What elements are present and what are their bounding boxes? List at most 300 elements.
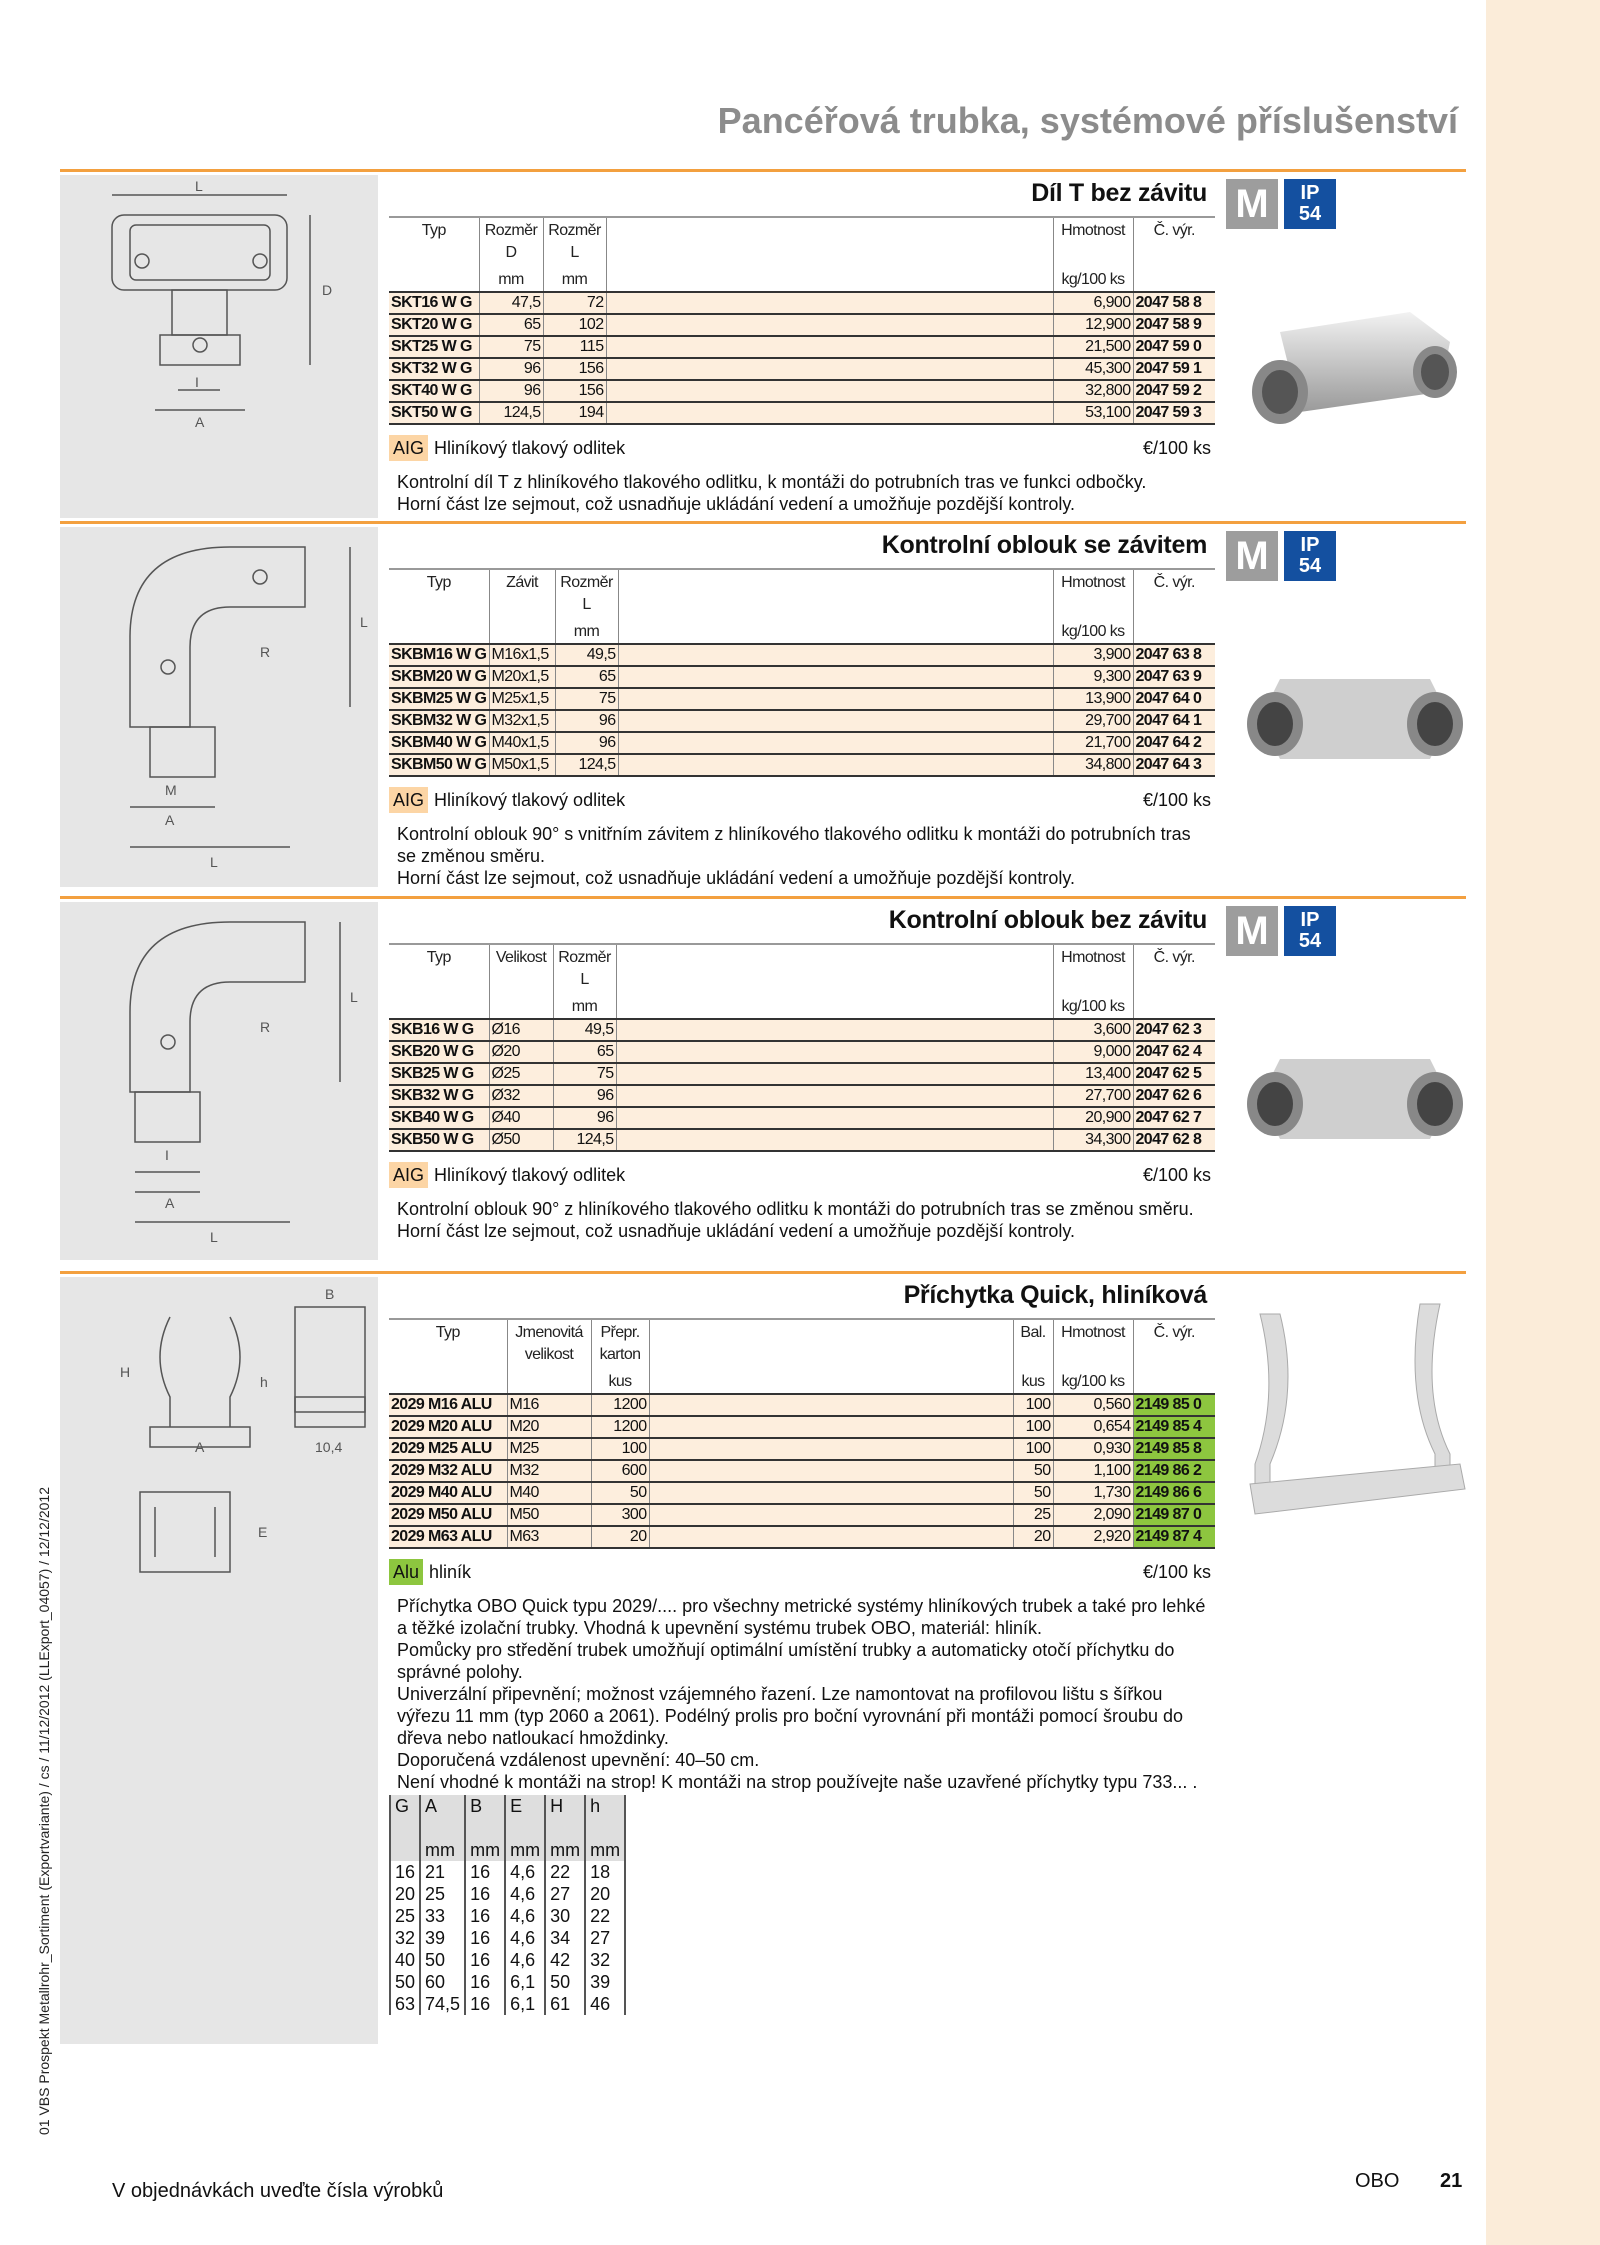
product-type: 2029 M40 ALU [389,1482,507,1504]
product-type: SKT25 W G [389,336,479,358]
dim-row [390,1993,625,2015]
cell: Ø20 [489,1041,553,1063]
material [389,438,625,459]
dim-unit: mm [465,1839,505,1861]
column-header: Velikost [489,944,553,994]
price-unit: €/100 ks [1142,1164,1211,1185]
cell [616,1085,1053,1107]
technical-drawing [60,902,378,1260]
product-type: 2029 M16 ALU [389,1394,507,1416]
cell [606,314,1053,336]
dim-cell: 25 [390,1905,420,1927]
product-type: SKB25 W G [389,1063,489,1085]
cell: 102 [543,314,606,336]
svg-text:10,4: 10,4 [315,1439,343,1455]
cell [649,1526,1013,1548]
cell: 9,000 [1053,1041,1133,1063]
material [389,790,625,811]
cell [616,1019,1053,1041]
column-header: Typ [389,1319,507,1369]
svg-text:L: L [210,854,218,870]
dim-row [390,1861,625,1883]
table-row [389,754,1215,776]
section-title: Kontrolní oblouk bez závitu [888,906,1207,934]
cell: 0,654 [1053,1416,1133,1438]
cell [606,358,1053,380]
cell [616,1129,1053,1151]
article-number: 2149 87 4 [1133,1526,1215,1548]
cell [649,1482,1013,1504]
table-row [389,380,1215,402]
product-type: SKT40 W G [389,380,479,402]
dim-header: h [585,1795,625,1839]
description-paragraph: Horní část lze sejmout, což usnadňuje ukládání vedení a umožňuje pozdější kontroly. [397,494,1076,514]
column-unit: mm [553,994,616,1019]
cell: 1,730 [1053,1482,1133,1504]
column-header: Č. výr. [1133,944,1215,994]
description-paragraph: Pomůcky pro středění trubek umožňují optimální umístění trubky a automaticky otočí příchytku do správné polohy. [397,1640,1175,1682]
description-paragraph: Horní část lze sejmout, což usnadňuje ukládání vedení a umožňuje pozdější kontroly. [397,1221,1076,1241]
column-unit [618,619,1053,644]
table-row [389,1019,1215,1041]
cell: 25 [1013,1504,1053,1526]
cell [606,336,1053,358]
svg-text:B: B [325,1286,335,1302]
article-number: 2047 59 1 [1133,358,1215,380]
cell: 47,5 [479,292,543,314]
product-type: SKBM40 W G [389,732,489,754]
article-number: 2047 64 2 [1133,732,1215,754]
cell: 34,300 [1053,1129,1133,1151]
dim-cell: 46 [585,1993,625,2015]
page-number: 21 [1440,2170,1463,2192]
dim-cell: 39 [420,1927,465,1949]
dim-cell: 16 [465,1927,505,1949]
cell [649,1460,1013,1482]
table-row [389,666,1215,688]
cell: 65 [555,666,618,688]
article-number: 2149 85 0 [1133,1394,1215,1416]
cell: 12,900 [1053,314,1133,336]
table-row [389,1504,1215,1526]
column-unit [489,994,553,1019]
article-number: 2047 62 7 [1133,1107,1215,1129]
material [389,1562,471,1583]
column-header: Č. výr. [1133,569,1215,619]
cell: 96 [479,380,543,402]
column-unit: kg/100 ks [1053,267,1133,292]
technical-drawing [60,175,378,518]
cell [618,754,1053,776]
cell: 72 [543,292,606,314]
product-type: 2029 M50 ALU [389,1504,507,1526]
cell: 0,560 [1053,1394,1133,1416]
product-type: SKB32 W G [389,1085,489,1107]
dim-cell: 20 [585,1883,625,1905]
svg-text:A: A [165,1195,175,1211]
cell: M32 [507,1460,591,1482]
description-paragraph: Kontrolní oblouk 90° z hliníkového tlakového odlitku k montáži do potrubních tras se změnou směru. [397,1199,1194,1219]
product-photo [1240,1294,1470,1554]
dim-cell: 16 [465,1861,505,1883]
product-table [389,1318,1215,1549]
cell: 156 [543,380,606,402]
svg-text:R: R [260,644,271,660]
description [389,1198,1209,1242]
dim-cell: 50 [545,1971,585,1993]
cell: M16x1,5 [489,644,555,666]
dim-unit: mm [585,1839,625,1861]
column-unit [1133,1369,1215,1394]
section-elbow-threaded [60,521,1466,896]
article-number: 2047 58 9 [1133,314,1215,336]
badges [1226,531,1336,581]
product-photo [1240,292,1470,442]
cell: 96 [553,1085,616,1107]
cell: M50 [507,1504,591,1526]
table-row [389,358,1215,380]
dim-cell: 4,6 [505,1883,545,1905]
badges [1226,179,1336,229]
description-paragraph: Doporučená vzdálenost upevnění: 40–50 cm. [397,1750,760,1770]
product-type: SKBM16 W G [389,644,489,666]
cell: 21,700 [1053,732,1133,754]
dim-header: B [465,1795,505,1839]
dim-cell: 34 [545,1927,585,1949]
cell: 3,900 [1053,644,1133,666]
cell: 100 [1013,1438,1053,1460]
description [389,471,1209,515]
cell: M32x1,5 [489,710,555,732]
dim-cell: 4,6 [505,1949,545,1971]
table-row [389,1085,1215,1107]
dim-cell: 6,1 [505,1993,545,2015]
product-type: SKBM32 W G [389,710,489,732]
article-number: 2047 62 4 [1133,1041,1215,1063]
column-unit [389,1369,507,1394]
cell [649,1504,1013,1526]
product-table [389,943,1215,1152]
cell: 20,900 [1053,1107,1133,1129]
material-code-badge: Alu [389,1559,423,1585]
cell: 9,300 [1053,666,1133,688]
article-number: 2047 62 8 [1133,1129,1215,1151]
price-unit: €/100 ks [1142,789,1211,810]
material-code-badge: AIG [389,435,428,461]
dim-unit: mm [420,1839,465,1861]
cell: 32,800 [1053,380,1133,402]
product-type: SKT32 W G [389,358,479,380]
description-paragraph: Není vhodné k montáži na strop! K montáži na strop používejte naše uzavřené příchytky typu 733... . [397,1772,1198,1792]
material-name: Hliníkový tlakový odlitek [434,437,626,458]
svg-text:M: M [165,782,177,798]
section-title: Příchytka Quick, hliníková [903,1281,1207,1309]
cell: 50 [591,1482,649,1504]
table-row [389,1438,1215,1460]
dim-row [390,1927,625,1949]
material [389,1165,625,1186]
article-number: 2047 59 3 [1133,402,1215,424]
material-line [389,1557,1215,1587]
cell: Ø40 [489,1107,553,1129]
material-badge: M [1226,531,1278,581]
order-note: V objednávkách uveďte čísla výrobků [112,2180,444,2202]
dim-cell: 50 [420,1949,465,1971]
dimension-table [389,1795,626,2015]
ip-rating-badge: IP 54 [1284,906,1336,956]
description-paragraph: Kontrolní oblouk 90° s vnitřním závitem z hliníkového tlakového odlitku k montáži do potrubních tras se změnou směru. [397,824,1191,866]
product-type: 2029 M32 ALU [389,1460,507,1482]
section-title: Kontrolní oblouk se závitem [881,531,1207,559]
cell: 96 [479,358,543,380]
article-number: 2047 64 3 [1133,754,1215,776]
cell: M25 [507,1438,591,1460]
ip-rating-badge: IP 54 [1284,531,1336,581]
cell [649,1438,1013,1460]
svg-text:I: I [195,374,199,390]
dim-cell: 16 [390,1861,420,1883]
material-line [389,1160,1215,1190]
dim-cell: 74,5 [420,1993,465,2015]
brand-name: OBO [1355,2170,1400,2192]
dim-unit: mm [505,1839,545,1861]
table-row [389,314,1215,336]
column-unit: kus [1013,1369,1053,1394]
cell: 6,900 [1053,292,1133,314]
column-header [606,217,1053,267]
price-unit: €/100 ks [1142,1561,1211,1582]
cell: 2,090 [1053,1504,1133,1526]
cell [616,1107,1053,1129]
column-header: Hmotnost [1053,217,1133,267]
cell: M16 [507,1394,591,1416]
column-header: Č. výr. [1133,217,1215,267]
product-type: 2029 M20 ALU [389,1416,507,1438]
dim-cell: 27 [585,1927,625,1949]
table-row [389,1107,1215,1129]
product-photo [1240,1029,1470,1159]
article-number: 2047 62 3 [1133,1019,1215,1041]
material-line [389,433,1215,463]
section-quick-clip [60,1271,1466,2071]
column-header: Rozměr L [543,217,606,267]
article-number: 2047 59 2 [1133,380,1215,402]
article-number: 2047 62 6 [1133,1085,1215,1107]
cell: 45,300 [1053,358,1133,380]
table-row [389,1129,1215,1151]
cell [606,402,1053,424]
table-row [389,292,1215,314]
table-row [389,1063,1215,1085]
svg-text:h: h [260,1374,268,1390]
product-type: SKT16 W G [389,292,479,314]
svg-text:L: L [360,614,368,630]
cell: Ø50 [489,1129,553,1151]
description [389,823,1209,889]
dim-header-row [390,1795,625,1839]
product-type: SKT50 W G [389,402,479,424]
column-header: Typ [389,217,479,267]
technical-drawing [60,527,378,887]
cell [649,1394,1013,1416]
dim-cell: 32 [585,1949,625,1971]
svg-text:R: R [260,1019,271,1035]
material-name: hliník [429,1561,472,1582]
cell [606,380,1053,402]
column-unit [389,994,489,1019]
table-row [389,732,1215,754]
column-unit [1133,267,1215,292]
column-unit: kg/100 ks [1053,619,1133,644]
cell: 96 [555,710,618,732]
dim-cell: 30 [545,1905,585,1927]
cell: 96 [553,1107,616,1129]
product-table [389,568,1215,777]
column-header [649,1319,1013,1369]
dim-cell: 4,6 [505,1905,545,1927]
column-header: Rozměr L [555,569,618,619]
table-row [389,644,1215,666]
svg-text:H: H [120,1364,131,1380]
cell: 27,700 [1053,1085,1133,1107]
cell: 34,800 [1053,754,1133,776]
cell [649,1416,1013,1438]
dim-cell: 63 [390,1993,420,2015]
cell [618,644,1053,666]
table-row [389,688,1215,710]
cell: 21,500 [1053,336,1133,358]
product-type: SKBM20 W G [389,666,489,688]
cell: M25x1,5 [489,688,555,710]
cell: 65 [479,314,543,336]
cell: 156 [543,358,606,380]
material-name: Hliníkový tlakový odlitek [434,1164,626,1185]
column-header: Rozměr D [479,217,543,267]
badges [1226,906,1336,956]
cell: 65 [553,1041,616,1063]
dim-cell: 40 [390,1949,420,1971]
product-table [389,216,1215,425]
column-unit: mm [543,267,606,292]
cell: 3,600 [1053,1019,1133,1041]
cell: 1,100 [1053,1460,1133,1482]
description [389,1595,1209,1793]
column-unit: kus [591,1369,649,1394]
article-number: 2047 62 5 [1133,1063,1215,1085]
column-unit [507,1369,591,1394]
cell [618,666,1053,688]
cell: M40 [507,1482,591,1504]
cell: 124,5 [555,754,618,776]
cell: 96 [555,732,618,754]
column-unit: mm [555,619,618,644]
column-header [616,944,1053,994]
cell: 75 [553,1063,616,1085]
dim-header: G [390,1795,420,1839]
article-number: 2149 86 6 [1133,1482,1215,1504]
svg-text:D: D [322,282,333,298]
dim-row [390,1949,625,1971]
cell: M63 [507,1526,591,1548]
dim-row [390,1971,625,1993]
cell [618,732,1053,754]
article-number: 2047 63 9 [1133,666,1215,688]
cell: 100 [591,1438,649,1460]
product-photo [1240,649,1470,779]
cell: 13,400 [1053,1063,1133,1085]
cell: 50 [1013,1482,1053,1504]
cell: 600 [591,1460,649,1482]
table-row [389,1526,1215,1548]
product-type: 2029 M25 ALU [389,1438,507,1460]
column-unit [606,267,1053,292]
table-row [389,1460,1215,1482]
dim-cell: 22 [545,1861,585,1883]
page-title: Pancéřová trubka, systémové příslušenství [717,100,1458,141]
description-paragraph: Univerzální připevnění; možnost vzájemného řazení. Lze namontovat na profilovou lištu s šířkou výřezu 11 mm (typ 2060 a 2061). Podélný prolis pro boční vyrovnání při montáži pomocí šroubu do dřeva nebo natloukací hmoždinky. [397,1684,1184,1748]
dim-cell: 18 [585,1861,625,1883]
column-header: Hmotnost [1053,1319,1133,1369]
dim-unit [390,1839,420,1861]
table-row [389,1041,1215,1063]
cell: 194 [543,402,606,424]
column-header: Rozměr L [553,944,616,994]
dim-cell: 39 [585,1971,625,1993]
cell [616,1063,1053,1085]
svg-text:A: A [165,812,175,828]
product-content [389,172,1215,515]
price-unit: €/100 ks [1142,437,1211,458]
svg-text:A: A [195,414,205,430]
cell: 1200 [591,1416,649,1438]
cell: Ø25 [489,1063,553,1085]
material-line [389,785,1215,815]
cell: 20 [1013,1526,1053,1548]
column-unit [1133,994,1215,1019]
column-header: Bal. [1013,1319,1053,1369]
cell: 115 [543,336,606,358]
table-row [389,1482,1215,1504]
cell: 100 [1013,1416,1053,1438]
cell: Ø32 [489,1085,553,1107]
description-paragraph: Příchytka OBO Quick typu 2029/.... pro všechny metrické systémy hliníkových trubek a také pro lehké a těžké izolační trubky. Vhodná k upevnění systému trubek OBO, materiál: hliník. [397,1596,1206,1638]
cell [618,688,1053,710]
material-code-badge: AIG [389,787,428,813]
article-number: 2149 85 4 [1133,1416,1215,1438]
dim-cell: 60 [420,1971,465,1993]
cell [618,710,1053,732]
dim-unit: mm [545,1839,585,1861]
cell: 124,5 [479,402,543,424]
product-type: SKT20 W G [389,314,479,336]
dim-cell: 16 [465,1905,505,1927]
cell: 1200 [591,1394,649,1416]
table-row [389,1394,1215,1416]
material-badge: M [1226,906,1278,956]
dim-cell: 33 [420,1905,465,1927]
column-unit [389,619,489,644]
product-type: SKB20 W G [389,1041,489,1063]
dim-header: H [545,1795,585,1839]
section-title: Díl T bez závitu [1031,179,1207,207]
dim-cell: 6,1 [505,1971,545,1993]
table-row [389,336,1215,358]
column-header: Typ [389,944,489,994]
article-number: 2149 86 2 [1133,1460,1215,1482]
dim-cell: 21 [420,1861,465,1883]
article-number: 2047 63 8 [1133,644,1215,666]
cell: M50x1,5 [489,754,555,776]
